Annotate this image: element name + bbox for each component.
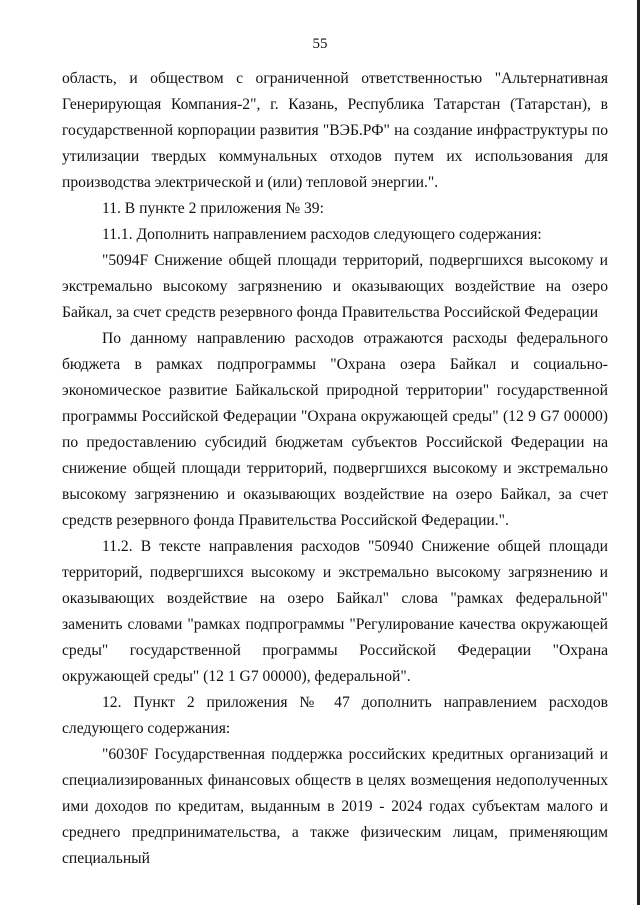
paragraph-item-12: 12. Пункт 2 приложения № 47 дополнить направлением расходов следующего содержания: [62,694,608,737]
paragraph-expense-5094f-description: По данному направлению расходов отражаются расходы федерального бюджета в рамках подпрограммы "Охрана озера Байкал и социально-экономическое развитие Байкальской природной территории" государственной программы Российской Федерации "Охрана окружающей среды" (12 9 G7 00000) по предоставлению субсидий бюджетам субъектов Российской Федерации на снижение общей площади территорий, подвергшихся высокому и экстремально высокому загрязнению и оказывающих воздействие на озеро Байкал, за счет средств резервного фонда Правительства Российской Федерации.". [62,330,608,529]
paragraph-item-11: 11. В пункте 2 приложения № 39: [102,200,324,217]
paragraph-item-11-1: 11.1. Дополнить направлением расходов следующего содержания: [102,226,542,243]
paragraph-item-11-2: 11.2. В тексте направления расходов "50940 Снижение общей площади территорий, подвергшихся высокому и экстремально высокому загрязнению и оказывающих воздействие на озеро Байкал" слова "рамках федеральной" заменить словами "рамках подпрограммы "Регулирование качества окружающей среды" государственной программы Российской Федерации "Охрана окружающей среды" (12 1 G7 00000), федеральной". [62,538,608,685]
paragraph-expense-6030f: "6030F Государственная поддержка российских кредитных организаций и специализированных финансовых обществ в целях возмещения недополученных ими доходов по кредитам, выданным в 2019 - 2024 годах субъектам малого и среднего предпринимательства, а также физическим лицам, применяющим специальный [62,746,608,867]
paragraph-expense-5094f: "5094F Снижение общей площади территорий, подвергшихся высокому и экстремально высокому загрязнению и оказывающих воздействие на озеро Байкал, за счет средств резервного фонда Правительства Российской Федерации [62,252,608,321]
page-number: 55 [312,36,328,52]
paragraph-continuation: область, и обществом с ограниченной ответственностью "Альтернативная Генерирующая Компания-2", г. Казань, Республика Татарстан (Татарстан), в государственной корпорации развития "ВЭБ.РФ" на создание инфраструктуры по утилизации твердых коммунальных отходов путем их использования для производства электрической и (или) тепловой энергии.". [62,70,608,191]
document-body [62,66,608,872]
